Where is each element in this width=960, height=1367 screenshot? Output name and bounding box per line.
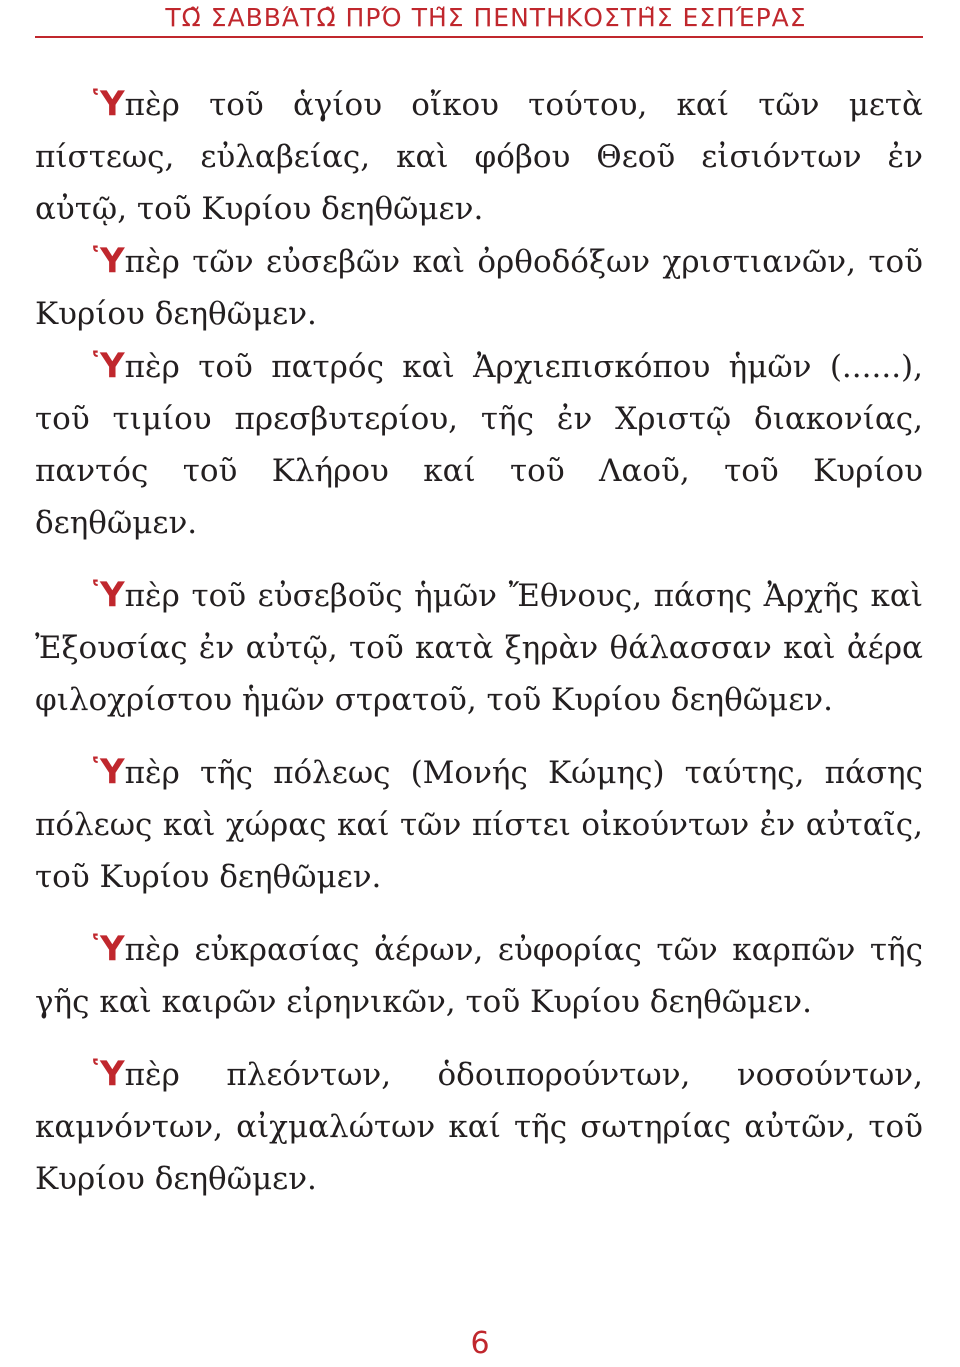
petition-6-text: πὲρ εὐκρασίας ἀέρων, εὐφορίας τῶν καρπῶν τῆς γῆς καὶ καιρῶν εἰρηνικῶν, τοῦ Κυρίου δεηθῶμεν.: [35, 932, 923, 1020]
petition-7: [35, 1048, 923, 1205]
petition-3-text: πὲρ τοῦ πατρός καὶ Ἀρχιεπισκόπου ἡμῶν (......), τοῦ τιμίου πρεσβυτερίου, τῆς ἐν Χριστῷ διακονίας, παντός τοῦ Κλήρου καί τοῦ Λαοῦ, τοῦ Κυρίου δεηθῶμεν.: [35, 349, 923, 541]
header-divider: [35, 36, 923, 38]
petition-5-text: πὲρ τῆς πόλεως (Μονής Κώμης) ταύτης, πάσης πόλεως καὶ χώρας καί τῶν πίστει οἰκούντων ἐν αὐταῖς, τοῦ Κυρίου δεηθῶμεν.: [35, 755, 923, 895]
petition-4: [35, 569, 923, 726]
petition-3: [35, 340, 923, 549]
petition-1: [35, 78, 923, 235]
petition-6: [35, 923, 923, 1028]
page-number: 6: [470, 1326, 490, 1361]
petition-2-text: πὲρ τῶν εὐσεβῶν καὶ ὀρθοδόξων χριστιανῶν, τοῦ Κυρίου δεηθῶμεν.: [35, 244, 923, 332]
petition-4-initial: Ὑ: [93, 575, 125, 615]
petition-5: [35, 746, 923, 903]
petition-7-initial: Ὑ: [93, 1054, 125, 1094]
petition-1-initial: Ὑ: [93, 84, 125, 124]
petition-6-initial: Ὑ: [93, 929, 125, 969]
petition-1-text: πὲρ τοῦ ἁγίου οἴκου τούτου, καί τῶν μετὰ πίστεως, εὐλαβείας, καὶ φόβου Θεοῦ εἰσιόντων ἐν αὐτῷ, τοῦ Κυρίου δεηθῶμεν.: [35, 87, 923, 227]
page-header-title: ΤΩ͂ ΣΑΒΒΆΤΩ͂ ΠΡΌ ΤΗ͂Σ ΠΕΝΤΗΚΟΣΤΗ͂Σ ΕΣΠΈΡΑΣ: [165, 3, 807, 32]
petition-4-text: πὲρ τοῦ εὐσεβοῦς ἡμῶν Ἔθνους, πάσης Ἀρχῆς καὶ Ἐξουσίας ἐν αὐτῷ, τοῦ κατὰ ξηρὰν θάλασσαν καὶ ἀέρα φιλοχρίστου ἡμῶν στρατοῦ, τοῦ Κυρίου δεηθῶμεν.: [35, 578, 923, 718]
petition-2-initial: Ὑ: [93, 241, 125, 281]
petition-3-initial: Ὑ: [93, 346, 125, 386]
petition-5-initial: Ὑ: [93, 752, 125, 792]
petitions-body: [35, 78, 923, 1225]
petition-7-text: πὲρ πλεόντων, ὁδοιπορούντων, νοσούντων, καμνόντων, αἰχμαλώτων καί τῆς σωτηρίας αὐτῶν, τοῦ Κυρίου δεηθῶμεν.: [35, 1057, 923, 1197]
petition-2: [35, 235, 923, 340]
